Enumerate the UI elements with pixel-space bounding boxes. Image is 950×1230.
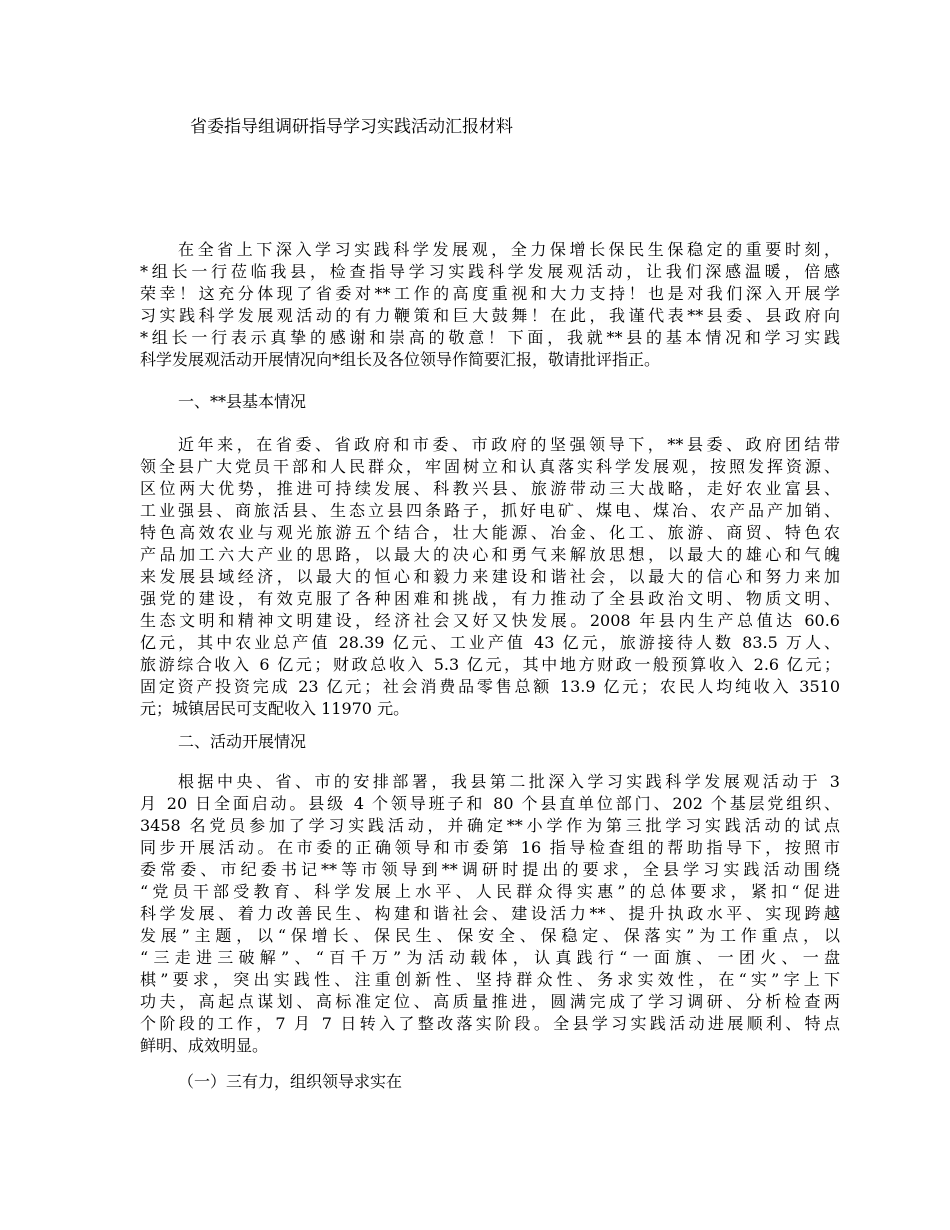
text-line: 固定资产投资完成 23 亿元；社会消费品零售总额 13.9 亿元；农民人均纯收入 3510 [140,677,840,696]
text-line: 科学发展、着力改善民生、构建和谐社会、建设活力**、提升执政水平、实现跨越 [140,904,840,923]
text-line: 在全省上下深入学习实践科学发展观，全力保增长保民生保稳定的重要时刻， [178,240,840,259]
section1-paragraph [140,434,840,720]
text-line: “三走进三破解”、“百千万”为活动载体，认真践行“一面旗、一团火、一盘 [140,948,840,967]
text-line: 鲜明、成效明显。 [140,1036,269,1055]
section-heading-activities: 二、活动开展情况 [178,732,307,751]
text-line: 委常委、市纪委书记**等市领导到**调研时提出的要求，全县学习实践活动围绕 [140,860,840,879]
intro-paragraph [140,239,840,371]
text-line: 发展”主题，以“保增长、保民生、保安全、保稳定、保落实”为工作重点，以 [140,926,840,945]
text-line: 强党的建设，有效克服了各种困难和挑战，有力推动了全县政治文明、物质文明、 [140,589,840,608]
text-line: *组长一行莅临我县，检查指导学习实践科学发展观活动，让我们深感温暖，倍感 [140,262,840,281]
section2-paragraph [140,771,840,1057]
text-line: 3458 名党员参加了学习实践活动，并确定**小学作为第三批学习实践活动的试点 [140,816,840,835]
text-line: 科学发展观活动开展情况向*组长及各位领导作简要汇报，敬请批评指正。 [140,350,661,369]
text-line: 区位两大优势，推进可持续发展、科教兴县、旅游带动三大战略，走好农业富县、 [140,479,840,498]
text-line: 领全县广大党员干部和人民群众，牢固树立和认真落实科学发展观，按照发挥资源、 [140,457,840,476]
text-line: 个阶段的工作，7 月 7 日转入了整改落实阶段。全县学习实践活动进展顺利、特点 [140,1014,840,1033]
document-title: 省委指导组调研指导学习实践活动汇报材料 [190,117,513,137]
text-line: 根据中央、省、市的安排部署，我县第二批深入学习实践科学发展观活动于 3 [178,772,840,791]
text-line: 元；城镇居民可支配收入 11970 元。 [140,699,410,718]
text-line: 棋”要求，突出实践性、注重创新性、坚持群众性、务求实效性，在“实”字上下 [140,970,840,989]
text-line: 来发展县域经济，以最大的恒心和毅力来建设和谐社会，以最大的信心和努力来加 [140,567,840,586]
text-line: 生态文明和精神文明建设，经济社会又好又快发展。2008 年县内生产总值达 60.6 [140,611,840,630]
text-line: 习实践科学发展观活动的有力鞭策和巨大鼓舞！在此，我谨代表**县委、县政府向 [140,306,840,325]
subsection-heading-organization: （一）三有力，组织领导求实在 [178,1072,403,1091]
text-line: 特色高效农业与观光旅游五个结合，壮大能源、冶金、化工、旅游、商贸、特色农 [140,523,840,542]
text-line: 荣幸！这充分体现了省委对**工作的高度重视和大力支持！也是对我们深入开展学 [140,284,840,303]
text-line: “党员干部受教育、科学发展上水平、人民群众得实惠”的总体要求，紧扣“促进 [140,882,840,901]
text-line: 工业强县、商旅活县、生态立县四条路子，抓好电矿、煤电、煤冶、农产品产加销、 [140,501,840,520]
text-line: 功夫，高起点谋划、高标准定位、高质量推进，圆满完成了学习调研、分析检查两 [140,992,840,1011]
text-line: 近年来，在省委、省政府和市委、市政府的坚强领导下，**县委、政府团结带 [178,435,840,454]
text-line: 旅游综合收入 6 亿元；财政总收入 5.3 亿元，其中地方财政一般预算收入 2.6 亿元； [140,655,840,674]
text-line: 亿元，其中农业总产值 28.39 亿元、工业产值 43 亿元，旅游接待人数 83.5 万人、 [140,633,840,652]
text-line: 同步开展活动。在市委的正确领导和市委第 16 指导检查组的帮助指导下，按照市 [140,838,840,857]
section-heading-basic-info: 一、**县基本情况 [178,392,307,411]
text-line: 产品加工六大产业的思路，以最大的决心和勇气来解放思想，以最大的雄心和气魄 [140,545,840,564]
text-line: *组长一行表示真挚的感谢和崇高的敬意！下面，我就**县的基本情况和学习实践 [140,328,840,347]
text-line: 月 20 日全面启动。县级 4 个领导班子和 80 个县直单位部门、202 个基层党组织、 [140,794,840,813]
